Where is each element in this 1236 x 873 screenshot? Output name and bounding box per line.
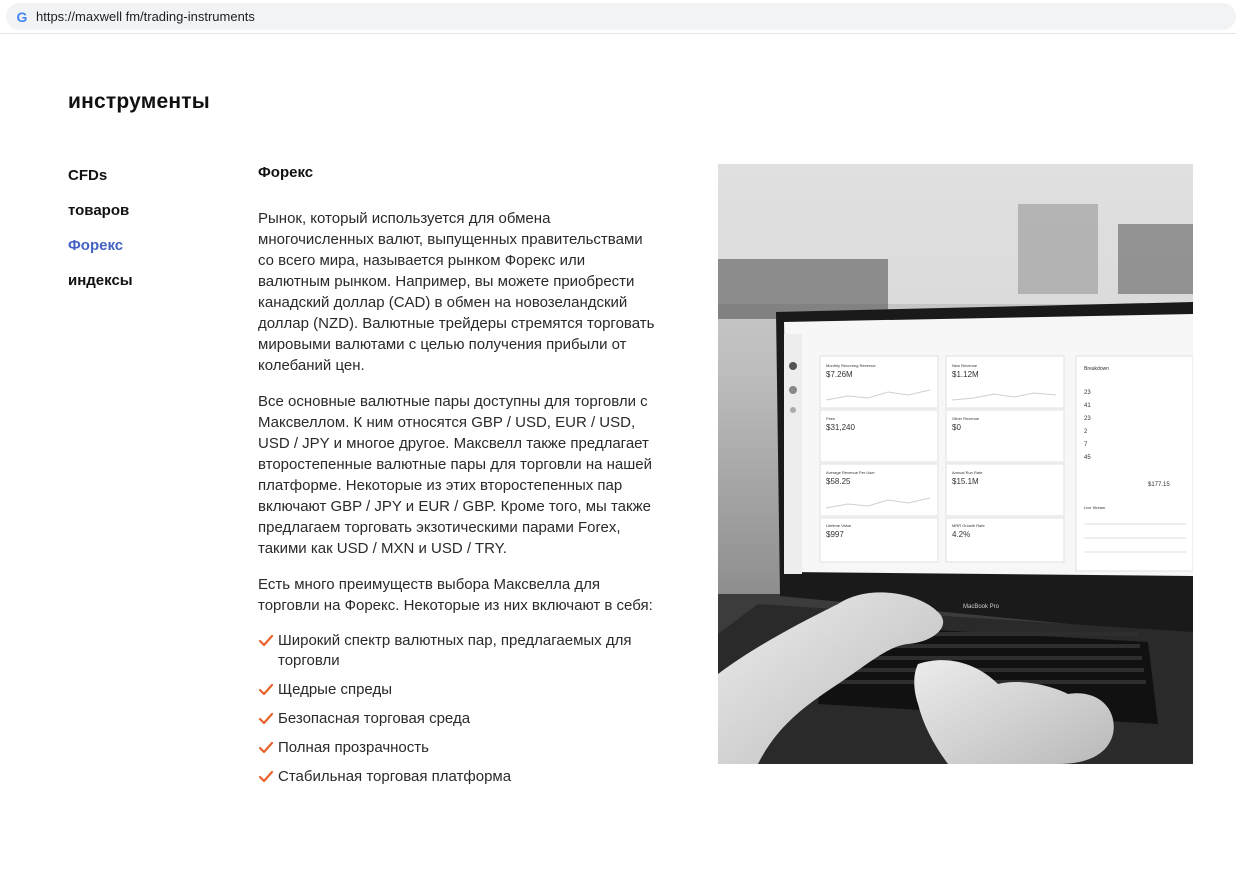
url-field[interactable] bbox=[6, 3, 1236, 30]
benefit-item bbox=[258, 738, 658, 758]
svg-text:Breakdown: Breakdown bbox=[1084, 366, 1110, 372]
forex-content bbox=[258, 163, 658, 796]
svg-text:23: 23 bbox=[1084, 416, 1091, 422]
sidebar-item-cfds[interactable]: CFDs bbox=[68, 167, 108, 184]
svg-text:Live Stream: Live Stream bbox=[1084, 505, 1106, 510]
svg-text:23: 23 bbox=[1084, 390, 1091, 396]
benefit-text: Безопасная торговая среда bbox=[278, 710, 471, 727]
pairs-paragraph: Все основные валютные пары доступны для торговли с Максвеллом. К ним относятся GBP / USD, EUR / USD, USD / JPY и многое другое. Максвелл также предлагает второстепенные валютные пары для торговли на нашей платформе. Некоторые из этих второстепенных пар включают GBP / JPY и EUR / GBP. Кроме того, мы также предлагаем торговать экзотическими парами Forex, такими как USD / MXN и USD / TRY. bbox=[258, 393, 653, 557]
sidebar-item-commodities[interactable]: товаров bbox=[68, 202, 130, 219]
svg-text:$997: $997 bbox=[826, 530, 844, 539]
svg-text:Lifetime Value: Lifetime Value bbox=[826, 523, 852, 528]
page-title: инструменты bbox=[68, 90, 210, 113]
section-title: Форекс bbox=[258, 164, 314, 181]
check-icon bbox=[258, 683, 274, 697]
svg-text:Annual Run Rate: Annual Run Rate bbox=[952, 470, 983, 475]
benefit-text: Полная прозрачность bbox=[278, 739, 429, 756]
svg-text:Fees: Fees bbox=[826, 416, 835, 421]
sidebar-item-indices[interactable]: индексы bbox=[68, 272, 133, 289]
svg-text:7: 7 bbox=[1084, 442, 1088, 448]
laptop-illustration bbox=[718, 164, 1193, 764]
check-icon bbox=[258, 712, 274, 726]
svg-text:New Revenue: New Revenue bbox=[952, 363, 978, 368]
benefit-text: Щедрые спреды bbox=[278, 681, 392, 698]
svg-text:$0: $0 bbox=[952, 423, 961, 432]
benefits-list bbox=[258, 631, 658, 787]
laptop-photo bbox=[718, 164, 1193, 764]
svg-text:45: 45 bbox=[1084, 455, 1091, 461]
svg-text:Monthly Recurring Revenue: Monthly Recurring Revenue bbox=[826, 363, 876, 368]
advantages-paragraph: Есть много преимуществ выбора Максвелла для торговли на Форекс. Некоторые из них включают в себя: bbox=[258, 576, 653, 614]
url-text[interactable]: https://maxwell fm/trading-instruments bbox=[36, 9, 255, 24]
svg-text:2: 2 bbox=[1084, 429, 1088, 435]
sidebar-item-forex[interactable]: Форекс bbox=[68, 237, 124, 254]
svg-text:$177.15: $177.15 bbox=[1148, 482, 1170, 488]
benefit-item bbox=[258, 709, 658, 729]
card-value: $7.26M bbox=[826, 370, 853, 379]
check-icon bbox=[258, 741, 274, 755]
benefit-item bbox=[258, 680, 658, 700]
browser-address-bar bbox=[0, 0, 1236, 34]
svg-text:4.2%: 4.2% bbox=[952, 530, 971, 539]
google-icon: G bbox=[16, 9, 28, 25]
check-icon bbox=[258, 770, 274, 784]
svg-text:Other Revenue: Other Revenue bbox=[952, 416, 980, 421]
benefit-text: Стабильная торговая платформа bbox=[278, 768, 512, 785]
benefit-text: Широкий спектр валютных пар, предлагаемых для торговли bbox=[278, 632, 632, 669]
laptop-label: MacBook Pro bbox=[963, 604, 1000, 610]
instruments-sidebar bbox=[68, 166, 228, 306]
check-icon bbox=[258, 634, 274, 648]
benefit-item bbox=[258, 767, 658, 787]
svg-text:$31,240: $31,240 bbox=[826, 423, 855, 432]
svg-text:$58.25: $58.25 bbox=[826, 477, 851, 486]
svg-text:MRR Growth Rate: MRR Growth Rate bbox=[952, 523, 985, 528]
svg-text:$15.1M: $15.1M bbox=[952, 477, 979, 486]
svg-text:Average Revenue Per User: Average Revenue Per User bbox=[826, 470, 875, 475]
intro-paragraph: Рынок, который используется для обмена многочисленных валют, выпущенных правительствами со всего мира, называется рынком Форекс или валютным рынком. Например, вы можете приобрести канадский доллар (CAD) в обмен на новозеландский доллар (NZD). Валютные трейдеры стремятся торговать мировыми валютами с целью получения прибыли от колебаний цен. bbox=[258, 210, 655, 374]
benefit-item bbox=[258, 631, 658, 671]
svg-text:$1.12M: $1.12M bbox=[952, 370, 979, 379]
svg-text:41: 41 bbox=[1084, 403, 1091, 409]
